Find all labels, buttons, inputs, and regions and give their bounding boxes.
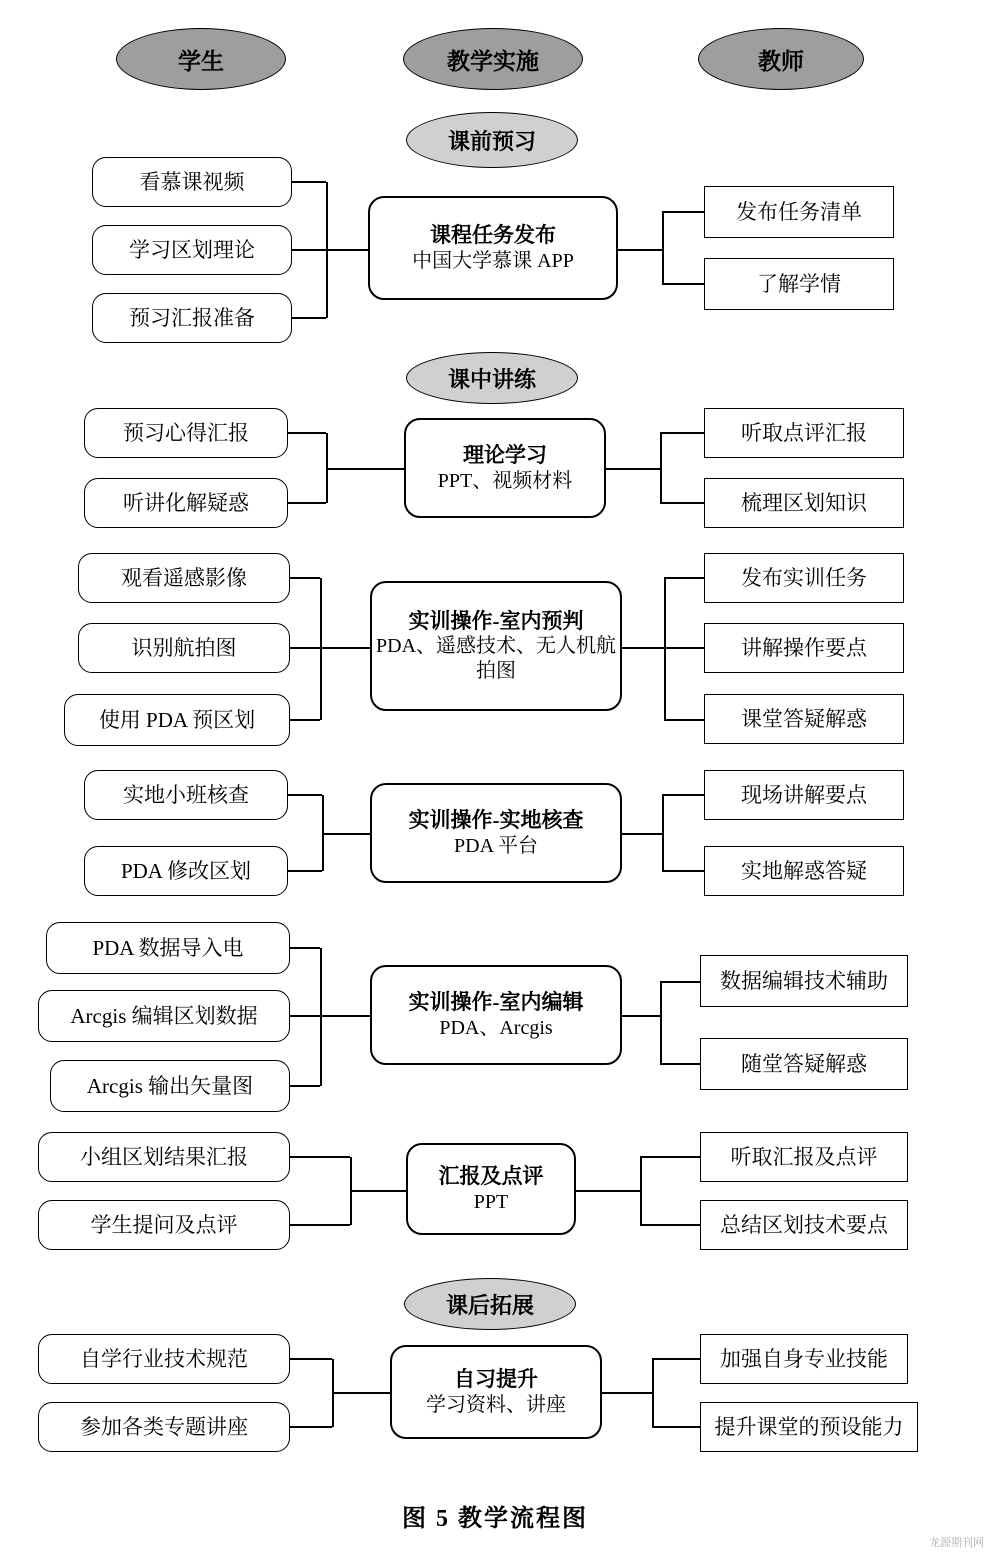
student-node-16 bbox=[38, 1334, 290, 1384]
connector-horizontal bbox=[322, 833, 370, 835]
student-node-12-label: Arcgis 编辑区划数据 bbox=[70, 1003, 258, 1028]
connector-horizontal bbox=[326, 249, 368, 251]
connector-vertical bbox=[662, 794, 664, 872]
student-node-17 bbox=[38, 1402, 290, 1452]
teacher-node-12-label: 听取汇报及点评 bbox=[730, 1144, 878, 1169]
teacher-node-13 bbox=[700, 1200, 908, 1250]
center-node-7-subtitle: 学习资料、讲座 bbox=[426, 1393, 566, 1416]
phase-in-class bbox=[406, 352, 578, 404]
connector-horizontal bbox=[664, 719, 704, 721]
student-node-12 bbox=[38, 990, 290, 1042]
center-node-3-title: 实训操作-室内预判 bbox=[408, 608, 584, 633]
student-node-3-label: 预习汇报准备 bbox=[129, 305, 255, 330]
connector-horizontal bbox=[662, 211, 704, 213]
student-node-7 bbox=[78, 623, 290, 673]
connector-horizontal bbox=[290, 1085, 320, 1087]
center-node-1-title: 课程任务发布 bbox=[430, 223, 556, 248]
student-node-8-label: 使用 PDA 预区划 bbox=[98, 707, 256, 732]
student-node-6 bbox=[78, 553, 290, 603]
teacher-node-7-label: 课堂答疑解惑 bbox=[741, 706, 867, 731]
connector-horizontal bbox=[640, 1156, 700, 1158]
teacher-node-11 bbox=[700, 1038, 908, 1090]
center-node-5 bbox=[370, 965, 622, 1065]
column-header-student-label: 学生 bbox=[178, 48, 224, 74]
teacher-node-8 bbox=[704, 770, 904, 820]
connector-horizontal bbox=[332, 1392, 390, 1394]
teacher-node-8-label: 现场讲解要点 bbox=[741, 782, 867, 807]
connector-horizontal bbox=[662, 794, 704, 796]
center-node-4-title: 实训操作-实地核查 bbox=[408, 808, 584, 833]
connector-vertical bbox=[662, 211, 664, 285]
column-header-teaching-process-label: 教学实施 bbox=[447, 48, 539, 74]
connector-horizontal bbox=[320, 1015, 370, 1017]
connector-horizontal bbox=[660, 1063, 700, 1065]
connector-horizontal bbox=[618, 249, 664, 251]
connector-horizontal bbox=[290, 577, 320, 579]
student-node-7-label: 识别航拍图 bbox=[131, 635, 237, 660]
center-node-4-subtitle: PDA 平台 bbox=[454, 834, 538, 857]
connector-horizontal bbox=[662, 283, 704, 285]
center-node-6 bbox=[406, 1143, 576, 1235]
student-node-5-label: 听讲化解疑惑 bbox=[123, 490, 249, 515]
connector-horizontal bbox=[640, 1224, 700, 1226]
connector-vertical bbox=[660, 981, 662, 1064]
student-node-9 bbox=[84, 770, 288, 820]
watermark: 龙源期刊网 bbox=[929, 1537, 984, 1549]
teacher-node-11-label: 随堂答疑解惑 bbox=[741, 1051, 867, 1076]
connector-horizontal bbox=[350, 1190, 406, 1192]
teacher-node-10-label: 数据编辑技术辅助 bbox=[720, 968, 888, 993]
connector-horizontal bbox=[290, 1224, 350, 1226]
center-node-6-subtitle: PPT bbox=[473, 1190, 509, 1213]
phase-in-class-label: 课中讲练 bbox=[447, 366, 536, 392]
teacher-node-5-label: 发布实训任务 bbox=[741, 565, 867, 590]
connector-horizontal bbox=[652, 1358, 700, 1360]
connector-vertical bbox=[320, 948, 322, 1086]
teacher-node-4-label: 梳理区划知识 bbox=[741, 490, 867, 515]
teacher-node-14-label: 加强自身专业技能 bbox=[720, 1346, 888, 1371]
teacher-node-13-label: 总结区划技术要点 bbox=[720, 1212, 888, 1237]
column-header-teacher bbox=[698, 28, 864, 90]
center-node-7-title: 自习提升 bbox=[454, 1367, 538, 1392]
connector-horizontal bbox=[290, 947, 320, 949]
student-node-13-label: Arcgis 输出矢量图 bbox=[86, 1073, 254, 1098]
student-node-6-label: 观看遥感影像 bbox=[121, 565, 247, 590]
connector-horizontal bbox=[660, 981, 700, 983]
student-node-1 bbox=[92, 157, 292, 207]
phase-post-class-label: 课后拓展 bbox=[445, 1292, 534, 1318]
center-node-7 bbox=[390, 1345, 602, 1439]
student-node-11 bbox=[46, 922, 290, 974]
connector-vertical bbox=[652, 1358, 654, 1427]
teacher-node-3-label: 听取点评汇报 bbox=[741, 420, 867, 445]
teacher-node-5 bbox=[704, 553, 904, 603]
phase-post-class bbox=[404, 1278, 576, 1330]
center-node-3-subtitle: PDA、遥感技术、无人机航拍图 bbox=[376, 635, 617, 683]
student-node-9-label: 实地小班核查 bbox=[123, 782, 249, 807]
connector-horizontal bbox=[320, 647, 370, 649]
column-header-student bbox=[116, 28, 286, 90]
teacher-node-14 bbox=[700, 1334, 908, 1384]
student-node-14-label: 小组区划结果汇报 bbox=[80, 1144, 248, 1169]
connector-horizontal bbox=[602, 1392, 654, 1394]
center-node-3 bbox=[370, 581, 622, 711]
column-header-teacher-label: 教师 bbox=[758, 48, 804, 74]
student-node-3 bbox=[92, 293, 292, 343]
connector-horizontal bbox=[292, 317, 326, 319]
connector-horizontal bbox=[292, 249, 326, 251]
student-node-15-label: 学生提问及点评 bbox=[90, 1212, 238, 1237]
column-header-teaching-process bbox=[403, 28, 583, 90]
connector-vertical bbox=[640, 1156, 642, 1225]
teacher-node-6 bbox=[704, 623, 904, 673]
student-node-2-label: 学习区划理论 bbox=[129, 237, 255, 262]
center-node-5-subtitle: PDA、Arcgis bbox=[439, 1016, 553, 1039]
connector-horizontal bbox=[326, 468, 404, 470]
connector-horizontal bbox=[288, 870, 322, 872]
center-node-2-subtitle: PPT、视频材料 bbox=[437, 469, 573, 492]
connector-horizontal bbox=[288, 502, 326, 504]
student-node-4 bbox=[84, 408, 288, 458]
connector-horizontal bbox=[660, 502, 704, 504]
student-node-10 bbox=[84, 846, 288, 896]
connector-horizontal bbox=[662, 870, 704, 872]
teacher-node-3 bbox=[704, 408, 904, 458]
connector-horizontal bbox=[664, 577, 704, 579]
connector-horizontal bbox=[290, 1156, 350, 1158]
teacher-node-6-label: 讲解操作要点 bbox=[741, 635, 867, 660]
connector-horizontal bbox=[290, 719, 320, 721]
teacher-node-7 bbox=[704, 694, 904, 744]
connector-horizontal bbox=[622, 1015, 662, 1017]
teacher-node-9 bbox=[704, 846, 904, 896]
connector-horizontal bbox=[290, 1426, 332, 1428]
center-node-1-subtitle: 中国大学慕课 APP bbox=[412, 249, 574, 272]
connector-horizontal bbox=[288, 794, 322, 796]
connector-horizontal bbox=[660, 432, 704, 434]
student-node-5 bbox=[84, 478, 288, 528]
center-node-6-title: 汇报及点评 bbox=[438, 1164, 544, 1189]
connector-horizontal bbox=[664, 647, 704, 649]
teacher-node-12 bbox=[700, 1132, 908, 1182]
connector-horizontal bbox=[288, 432, 326, 434]
connector-horizontal bbox=[290, 1015, 320, 1017]
student-node-10-label: PDA 修改区划 bbox=[120, 858, 252, 883]
connector-horizontal bbox=[292, 181, 326, 183]
student-node-11-label: PDA 数据导入电 bbox=[92, 935, 244, 960]
phase-pre-class-label: 课前预习 bbox=[447, 128, 536, 154]
connector-horizontal bbox=[576, 1190, 642, 1192]
teacher-node-9-label: 实地解惑答疑 bbox=[741, 858, 867, 883]
center-node-2 bbox=[404, 418, 606, 518]
student-node-1-label: 看慕课视频 bbox=[139, 169, 245, 194]
connector-horizontal bbox=[290, 647, 320, 649]
teacher-node-10 bbox=[700, 955, 908, 1007]
student-node-14 bbox=[38, 1132, 290, 1182]
center-node-4 bbox=[370, 783, 622, 883]
figure-caption: 图 5 教学流程图 bbox=[402, 1506, 588, 1532]
student-node-8 bbox=[64, 694, 290, 746]
center-node-5-title: 实训操作-室内编辑 bbox=[408, 990, 584, 1015]
student-node-17-label: 参加各类专题讲座 bbox=[80, 1414, 248, 1439]
connector-horizontal bbox=[606, 468, 662, 470]
teacher-node-15-label: 提升课堂的预设能力 bbox=[714, 1414, 904, 1439]
student-node-15 bbox=[38, 1200, 290, 1250]
student-node-16-label: 自学行业技术规范 bbox=[80, 1346, 248, 1371]
teacher-node-2-label: 了解学情 bbox=[757, 271, 841, 296]
student-node-4-label: 预习心得汇报 bbox=[123, 420, 249, 445]
teacher-node-1-label: 发布任务清单 bbox=[736, 199, 862, 224]
connector-horizontal bbox=[622, 647, 666, 649]
teacher-node-1 bbox=[704, 186, 894, 238]
student-node-2 bbox=[92, 225, 292, 275]
connector-horizontal bbox=[622, 833, 664, 835]
center-node-1 bbox=[368, 196, 618, 300]
teacher-node-4 bbox=[704, 478, 904, 528]
connector-vertical bbox=[660, 432, 662, 504]
center-node-2-title: 理论学习 bbox=[463, 443, 547, 468]
phase-pre-class bbox=[406, 112, 578, 168]
connector-horizontal bbox=[290, 1358, 332, 1360]
student-node-13 bbox=[50, 1060, 290, 1112]
teacher-node-2 bbox=[704, 258, 894, 310]
teacher-node-15 bbox=[700, 1402, 918, 1452]
connector-horizontal bbox=[652, 1426, 700, 1428]
connector-vertical bbox=[320, 578, 322, 720]
